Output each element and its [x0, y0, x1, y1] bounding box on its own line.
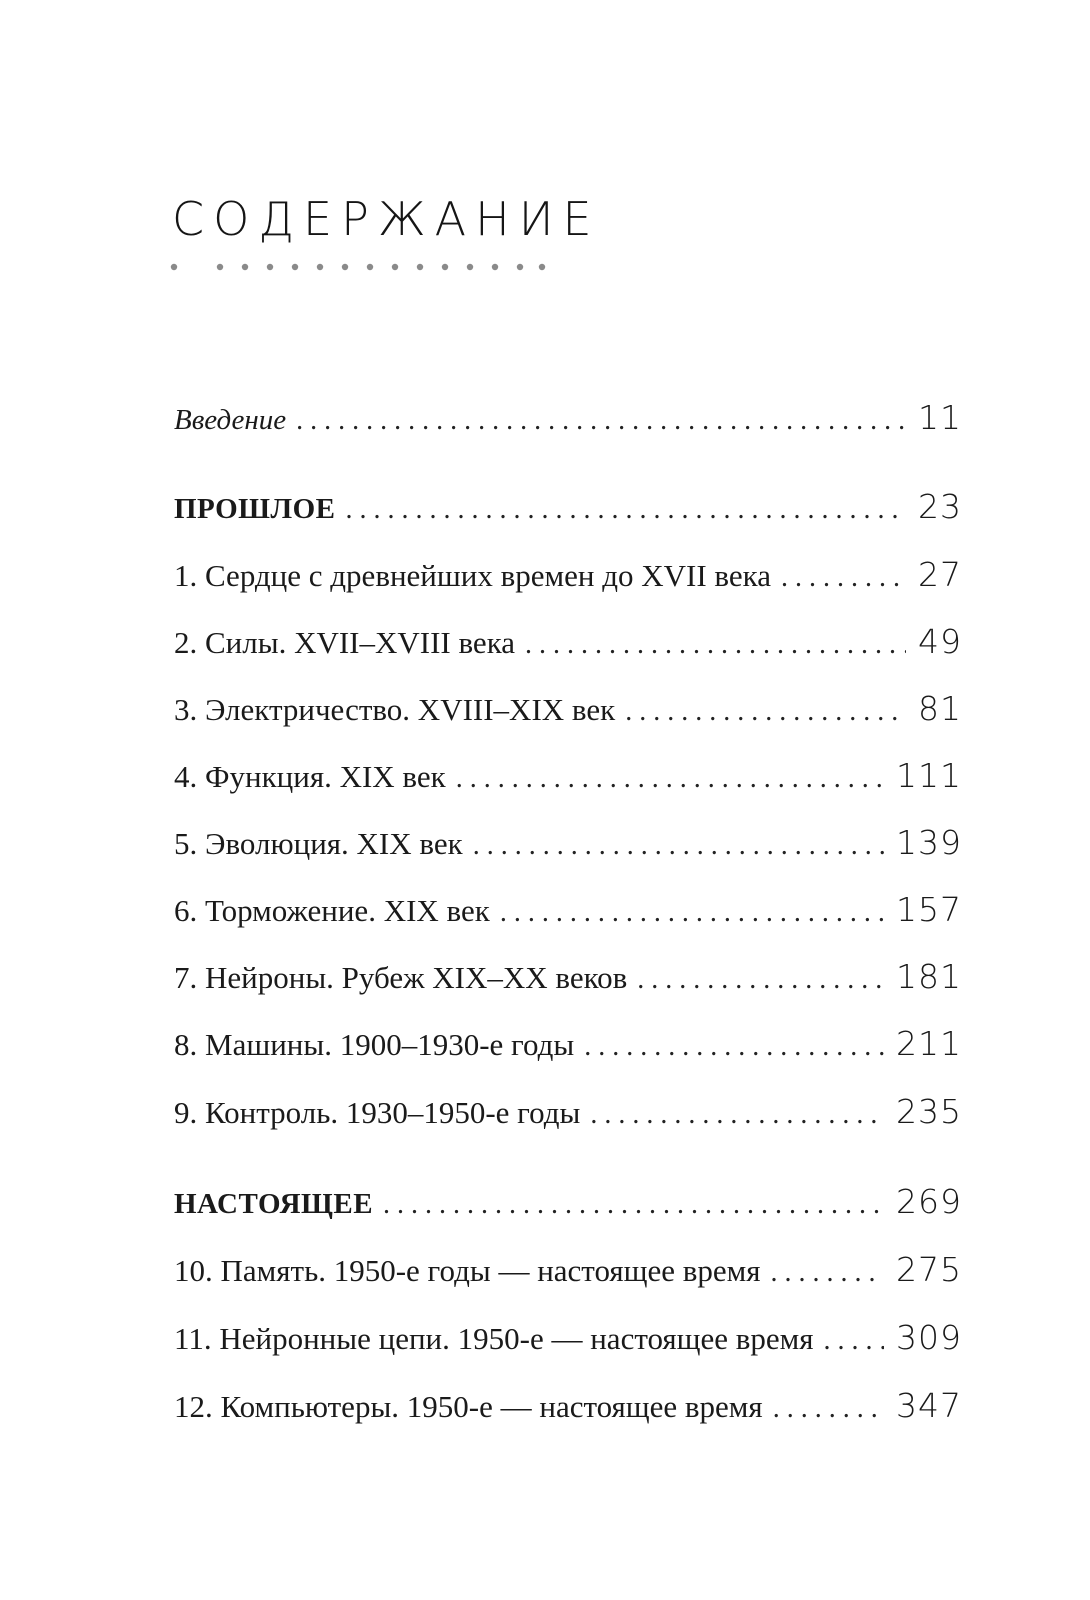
- toc-entry-title: 9. Контроль. 1930–1950-е годы: [174, 1095, 581, 1130]
- toc-entry-page: 23: [918, 487, 962, 526]
- toc-entry-title: 10. Память. 1950-е годы — настоящее время: [174, 1253, 761, 1288]
- toc-entry-page: 81: [918, 689, 962, 728]
- dot-leader: [584, 1025, 884, 1069]
- toc-entry-title: 11. Нейронные цепи. 1950-е — настоящее время: [174, 1321, 814, 1356]
- toc-section-present[interactable]: [174, 1180, 962, 1224]
- toc-entry-introduction[interactable]: [174, 396, 962, 440]
- toc-entry-chapter-9[interactable]: [174, 1090, 962, 1134]
- dot-leader: [824, 1319, 884, 1363]
- toc-entry-chapter-7[interactable]: [174, 955, 962, 999]
- toc-entry-page: 181: [896, 957, 962, 996]
- dot-leader: [473, 824, 884, 868]
- toc-entry-page: 49: [918, 622, 962, 661]
- toc-entry-page: 27: [918, 555, 962, 594]
- dot-leader: [781, 556, 906, 600]
- dot-leader: [771, 1251, 884, 1295]
- toc-entry-chapter-11[interactable]: [174, 1316, 962, 1360]
- dot-leader: [456, 757, 884, 801]
- toc-entry-page: 111: [896, 756, 962, 795]
- toc-entry-title: 8. Машины. 1900–1930-е годы: [174, 1027, 575, 1062]
- toc-entry-title: 4. Функция. XIX век: [174, 759, 446, 794]
- toc-entry-title: 5. Эволюция. XIX век: [174, 826, 463, 861]
- toc-entry-title: 2. Силы. XVII–XVIII века: [174, 625, 516, 660]
- heading-dot-rule: [168, 262, 548, 272]
- page-title: СОДЕРЖАНИЕ: [172, 192, 601, 246]
- toc-entry-page: 347: [896, 1386, 962, 1425]
- toc-entry-page: 235: [896, 1092, 962, 1131]
- dot-leader: [525, 623, 906, 667]
- dot-leader: [500, 891, 884, 935]
- toc-entry-title: 12. Компьютеры. 1950-е — настоящее время: [174, 1389, 763, 1424]
- toc-entry-chapter-3[interactable]: [174, 687, 962, 731]
- toc-entry-title: Введение: [174, 404, 287, 436]
- toc-entry-title: 3. Электричество. XVIII–XIX век: [174, 692, 616, 727]
- toc-entry-page: 275: [896, 1250, 962, 1289]
- dot-leader: [346, 488, 906, 532]
- dot-leader: [773, 1387, 884, 1431]
- toc-section-title: НАСТОЯЩЕЕ: [174, 1188, 374, 1220]
- toc-entry-chapter-2[interactable]: [174, 620, 962, 664]
- dot-leader: [383, 1183, 884, 1227]
- toc-entry-page: 139: [896, 823, 962, 862]
- toc-entry-page: 157: [896, 890, 962, 929]
- dot-leader: [625, 690, 906, 734]
- toc-entry-chapter-4[interactable]: [174, 754, 962, 798]
- toc-entry-page: 269: [896, 1182, 962, 1221]
- toc-entry-chapter-10[interactable]: [174, 1248, 962, 1292]
- toc-section-past[interactable]: [174, 485, 962, 529]
- toc-section-title: ПРОШЛОЕ: [174, 493, 336, 525]
- dot-leader: [637, 958, 884, 1002]
- toc-entry-page: 211: [896, 1024, 962, 1063]
- toc-entry-chapter-1[interactable]: [174, 553, 962, 597]
- toc-entry-chapter-6[interactable]: [174, 888, 962, 932]
- toc-entry-chapter-5[interactable]: [174, 821, 962, 865]
- toc-entry-page: 11: [918, 398, 962, 437]
- toc-entry-chapter-8[interactable]: [174, 1022, 962, 1066]
- toc-entry-title: 7. Нейроны. Рубеж XIX–XX веков: [174, 960, 628, 995]
- toc-entry-title: 1. Сердце с древнейших времен до XVII века: [174, 558, 771, 593]
- toc-entry-title: 6. Торможение. XIX век: [174, 893, 490, 928]
- dot-leader: [296, 399, 906, 443]
- toc-entry-chapter-12[interactable]: [174, 1384, 962, 1428]
- dot-leader: [590, 1093, 884, 1137]
- toc-entry-page: 309: [896, 1318, 962, 1357]
